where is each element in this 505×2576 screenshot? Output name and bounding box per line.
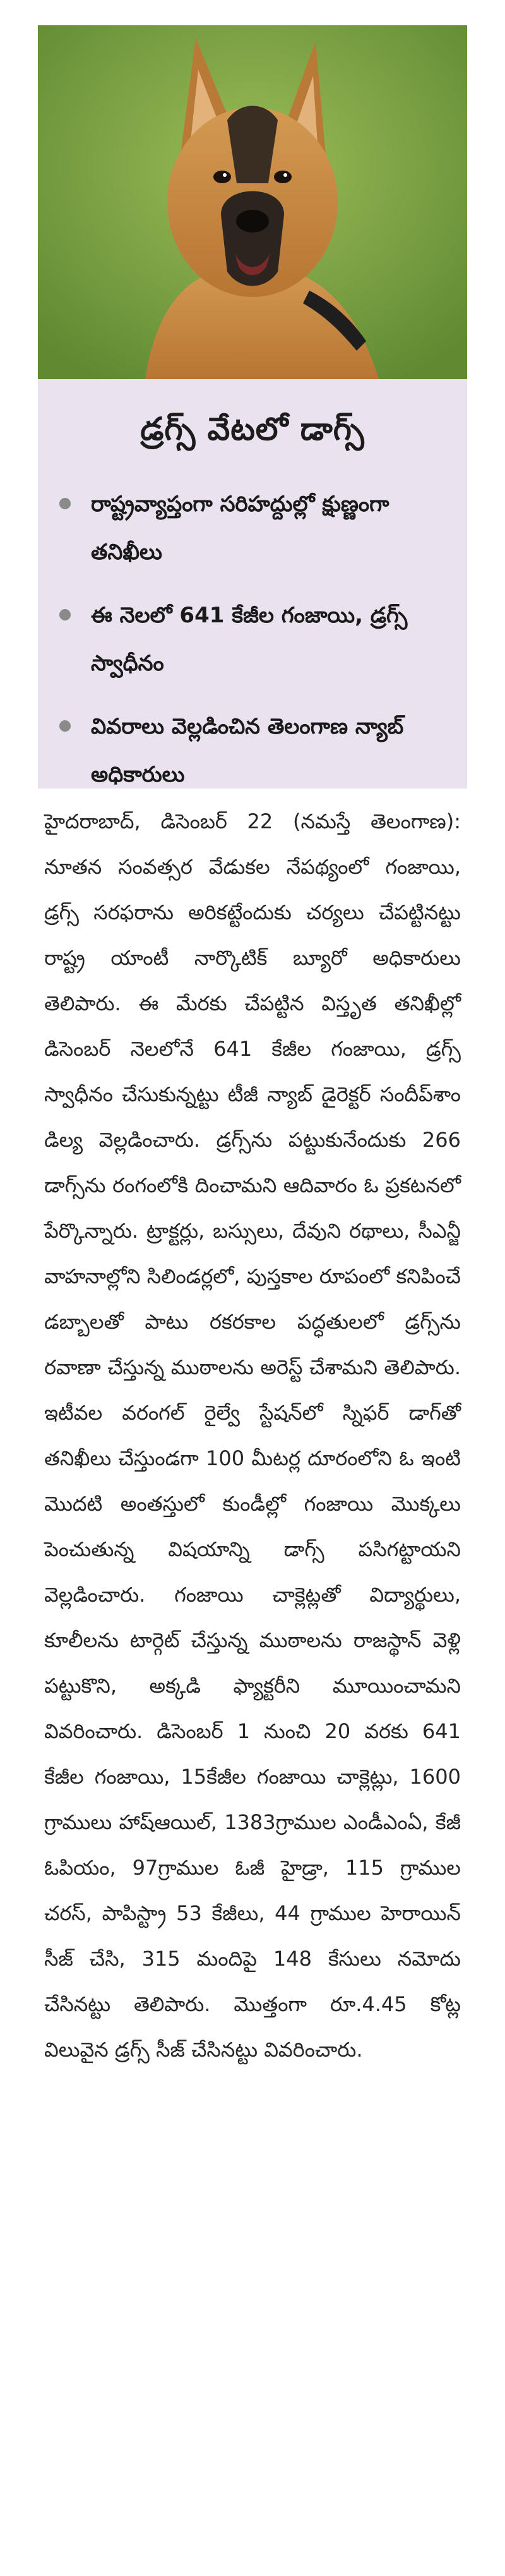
summary-bullet-text: ఈ నెలలో 641 కేజీల గంజాయి, డ్రగ్స్ స్వాధీనం xyxy=(91,603,408,676)
german-shepherd-illustration xyxy=(38,25,467,379)
summary-bullet xyxy=(52,591,456,687)
article-dateline: హైదరాబాద్, డిసెంబర్ 22 (నమస్తే తెలంగాణ): xyxy=(44,809,461,833)
bullet-dot-icon xyxy=(59,498,71,509)
article-body xyxy=(44,799,461,2072)
bullet-dot-icon xyxy=(59,609,71,620)
summary-bullet-text: రాష్ట్రవ్యాప్తంగా సరిహద్దుల్లో క్షుణ్ణంగా తనిఖీలు xyxy=(91,492,389,565)
summary-bullet-text: వివరాలు వెల్లడించిన తెలంగాణ న్యాబ్ అధికారులు xyxy=(91,714,404,787)
article-text: నూతన సంవత్సర వేడుకల నేపథ్యంలో గంజాయి, డ్రగ్స్ సరఫరాను అరికట్టేందుకు చర్యలు చేపట్టినట్టు రాష్ట్ర యాంటీ నార్కొటిక్ బ్యూరో అధికారులు తెలిపారు. ఈ మేరకు చేపట్టిన విస్తృత తనిఖీల్లో డిసెంబర్ నెలలోనే 641 కేజీల గంజాయి, డ్రగ్స్ స్వాధీనం చేసుకున్నట్టు టీజీ న్యాబ్ డైరెక్టర్ సందీప్‌శాం డిల్య వెల్లడించారు. డ్రగ్స్‌ను పట్టుకునేందుకు 266 డాగ్స్‌ను రంగంలోకి దించామని ఆదివారం ఓ ప్రకటనలో పేర్కొన్నారు. ట్రాక్టర్లు, బస్సులు, దేవుని రథాలు, సీఎన్జీ వాహనాల్లోని సిలిండర్లలో, పుస్తకాల రూపంలో కనిపించే డబ్బాలతో పాటు రకరకాల పద్ధతులలో డ్రగ్స్‌ను రవాణా చేస్తున్న ముఠాలను అరెస్ట్ చేశామని తెలిపారు. ఇటీవల వరంగల్ రైల్వే స్టేషన్‌లో స్నిఫర్ డాగ్‌తో తనిఖీలు చేస్తుండగా 100 మీటర్ల దూరంలోని ఓ ఇంటి మొదటి అంతస్తులో కుండీల్లో గంజాయి మొక్కలు పెంచుతున్న విషయాన్ని డాగ్స్ పసిగట్టాయని వెల్లడించారు. గంజాయి చాక్లెట్లతో విద్యార్థులు, కూలీలను టార్గెట్ చేస్తున్న ముఠాలను రాజస్థాన్ వెళ్లి పట్టుకొని, అక్కడి ఫ్యాక్టరీని మూయించామని వివరించారు. డిసెంబర్ 1 నుంచి 20 వరకు 641 కేజీల గంజాయి, 15కేజీల గంజాయి చాక్లెట్లు, 1600 గ్రాములు హాష్‌ఆయిల్, 1383గ్రాముల ఎండీఎంఏ, కేజీ ఓపియం, 97గ్రాముల ఓజీ హైడ్రా, 115 గ్రాముల చరస్, పాపిస్ట్రా 53 కేజీలు, 44 గ్రాముల హెరాయిన్ సీజ్ చేసి, 315 మందిపై 148 కేసులు నమోదు చేసినట్టు తెలిపారు. మొత్తంగా రూ.4.45 కోట్ల విలువైన డ్రగ్స్ సీజ్ చేసినట్టు వివరించారు. xyxy=(44,855,461,2062)
headline: డ్రగ్స్ వేటలో డాగ్స్ xyxy=(140,411,365,447)
summary-bullets xyxy=(52,480,456,814)
bullet-dot-icon xyxy=(59,720,71,732)
dog-photo xyxy=(38,25,467,379)
headline-band xyxy=(38,379,467,789)
summary-bullet xyxy=(52,703,456,799)
summary-bullet xyxy=(52,480,456,576)
